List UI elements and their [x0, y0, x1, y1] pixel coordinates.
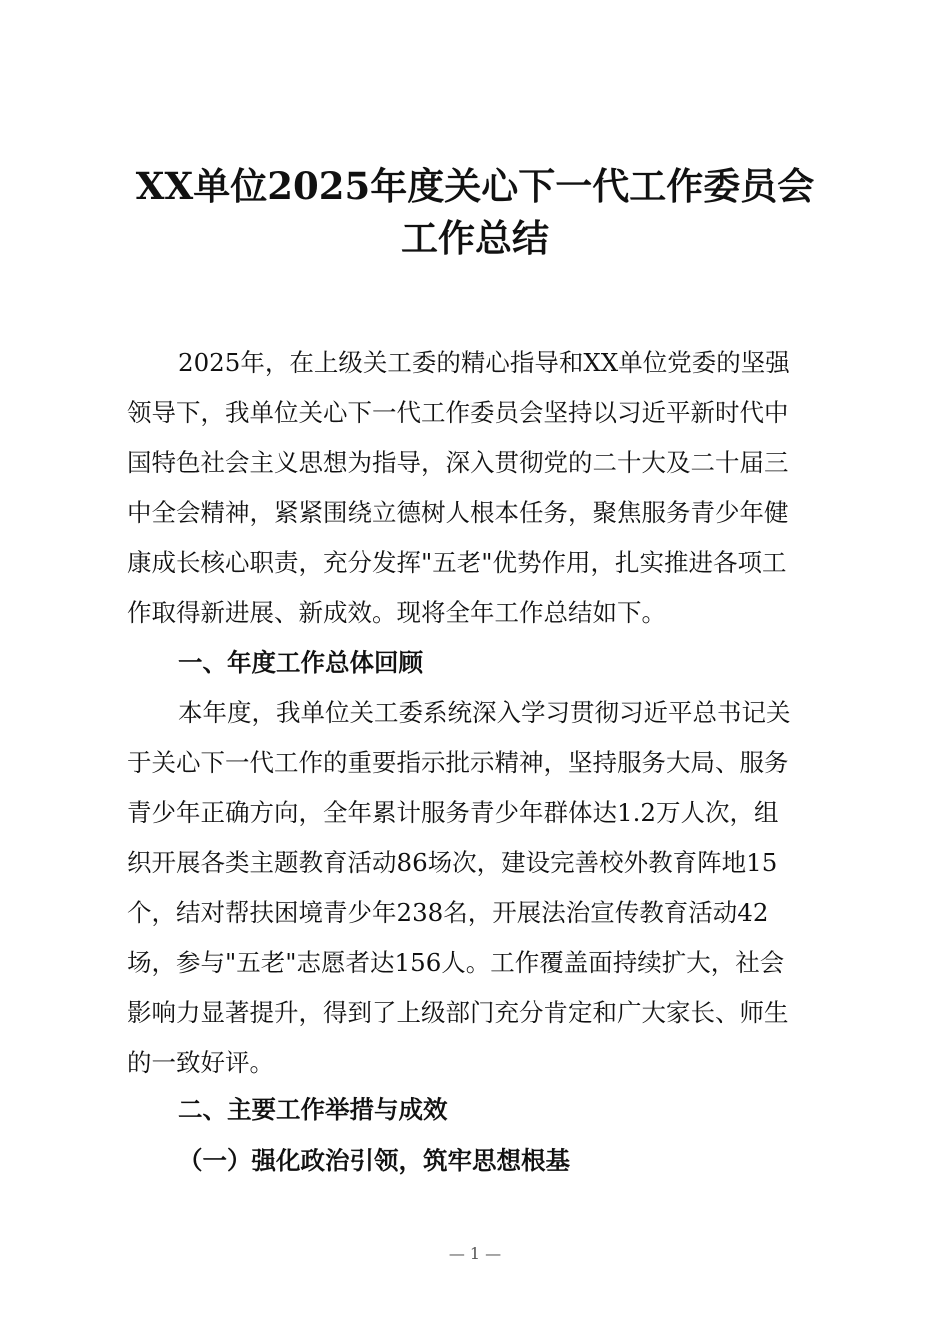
paragraph-line: 场，参与"五老"志愿者达156人。工作覆盖面持续扩大，社会: [127, 948, 785, 977]
subsection-1-heading: （一）强化政治引领，筑牢思想根基: [178, 1146, 570, 1175]
document-title-line-2: 工作总结: [401, 216, 549, 260]
paragraph-line: 作取得新进展、新成效。现将全年工作总结如下。: [127, 598, 666, 627]
paragraph-line: 康成长核心职责，充分发挥"五老"优势作用，扎实推进各项工: [127, 548, 787, 577]
section-1-heading-block: [127, 638, 827, 688]
paragraph-line: 影响力显著提升，得到了上级部门充分肯定和广大家长、师生: [127, 998, 789, 1027]
paragraph-line: 中全会精神，紧紧围绕立德树人根本任务，聚焦服务青少年健: [127, 498, 789, 527]
paragraph-line: 2025年，在上级关工委的精心指导和XX单位党委的坚强: [178, 348, 790, 377]
paragraph-line: 青少年正确方向，全年累计服务青少年群体达1.2万人次，组: [127, 798, 779, 827]
intro-paragraph: [127, 338, 827, 638]
document-title-line-1: XX单位2025年度关心下一代工作委员会: [135, 164, 815, 208]
subsection-1-heading-block: [127, 1136, 827, 1186]
page-number: — 1 —: [448, 1244, 502, 1263]
paragraph-line: 于关心下一代工作的重要指示批示精神，坚持服务大局、服务: [127, 748, 789, 777]
paragraph-line: 领导下，我单位关心下一代工作委员会坚持以习近平新时代中: [127, 398, 789, 427]
paragraph-line: 本年度，我单位关工委系统深入学习贯彻习近平总书记关: [178, 698, 791, 727]
section-1-heading: 一、年度工作总体回顾: [178, 648, 423, 677]
paragraph-line: 织开展各类主题教育活动86场次，建设完善校外教育阵地15: [127, 848, 778, 877]
paragraph-line: 国特色社会主义思想为指导，深入贯彻党的二十大及二十届三: [127, 448, 789, 477]
paragraph-line: 的一致好评。: [127, 1048, 274, 1077]
section-2-heading-block: [127, 1085, 827, 1135]
paragraph-line: 个，结对帮扶困境青少年238名，开展法治宣传教育活动42: [127, 898, 769, 927]
section-1-paragraph: [127, 688, 827, 1088]
section-2-heading: 二、主要工作举措与成效: [178, 1095, 448, 1124]
